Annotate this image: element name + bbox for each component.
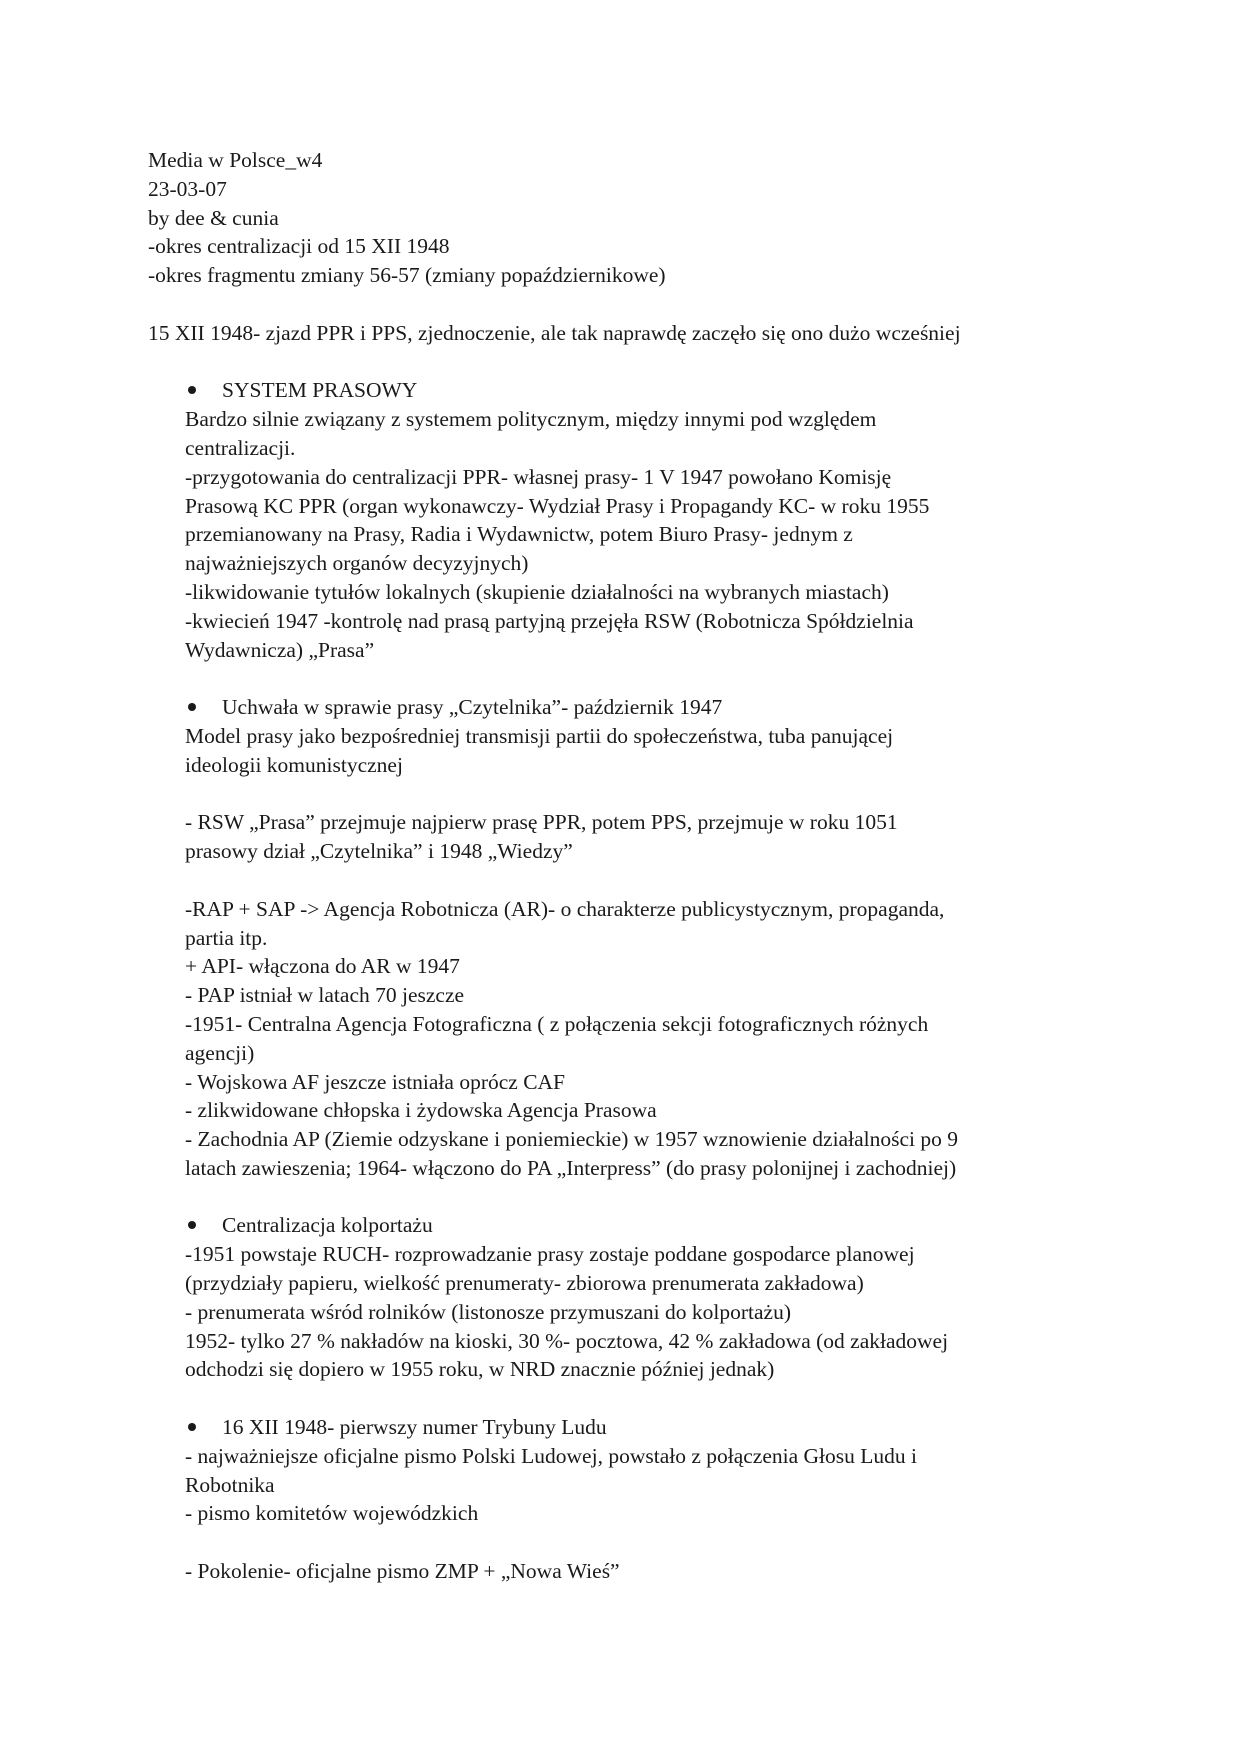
text-line: Bardzo silnie związany z systemem politycznym, między innymi pod względem — [185, 407, 877, 432]
text-line: -1951- Centralna Agencja Fotograficzna ( z połączenia sekcji fotograficznych różnych — [185, 1011, 929, 1036]
section-heading — [148, 693, 1108, 722]
bullet-icon — [188, 1423, 196, 1431]
section-heading-text: Uchwała w sprawie prasy „Czytelnika”- październik 1947 — [222, 695, 723, 720]
header-line: -okres fragmentu zmiany 56-57 (zmiany popaździernikowe) — [148, 263, 666, 288]
text-line: - Pokolenie- oficjalne pismo ZMP + „Nowa Wieś” — [185, 1559, 620, 1584]
text-line: + API- włączona do AR w 1947 — [185, 954, 460, 979]
text-line: -1951 powstaje RUCH- rozprowadzanie prasy zostaje poddane gospodarce planowej — [185, 1242, 915, 1267]
section-system-prasowy — [148, 376, 1108, 664]
text-line: -RAP + SAP -> Agencja Robotnicza (AR)- o charakterze publicystycznym, propaganda, — [185, 896, 945, 921]
section-heading-text: SYSTEM PRASOWY — [222, 378, 418, 403]
section-trybuna-ludu — [148, 1413, 1108, 1586]
text-line: prasowy dział „Czytelnika” i 1948 „Wiedzy” — [185, 839, 573, 864]
text-line: - najważniejsze oficjalne pismo Polski Ludowej, powstało z połączenia Głosu Ludu i — [185, 1443, 918, 1468]
text-line: - PAP istniał w latach 70 jeszcze — [185, 983, 465, 1008]
section-uchwala — [148, 693, 1108, 1183]
document-title: Media w Polsce_w4 — [148, 148, 323, 172]
text-line: -kwiecień 1947 -kontrolę nad prasą partyjną przejęła RSW (Robotnicza Spółdzielnia — [185, 608, 914, 633]
text-line: -przygotowania do centralizacji PPR- własnej prasy- 1 V 1947 powołano Komisję — [185, 464, 892, 489]
section-kolportaz — [148, 1211, 1108, 1384]
bullet-icon — [188, 1221, 196, 1229]
text-line: Robotnika — [185, 1472, 275, 1497]
bullet-icon — [188, 703, 196, 711]
text-line: - Wojskowa AF jeszcze istniała oprócz CAF — [185, 1069, 566, 1094]
text-line: Wydawnicza) „Prasa” — [185, 637, 375, 662]
section-heading — [148, 376, 1108, 405]
text-line: -likwidowanie tytułów lokalnych (skupienie działalności na wybranych miastach) — [185, 579, 889, 604]
text-line: latach zawieszenia; 1964- włączono do PA „Interpress” (do prasy polonijnej i zachodniej) — [185, 1155, 957, 1180]
document-date: 23-03-07 — [148, 176, 227, 201]
section-heading-text: Centralizacja kolportażu — [222, 1213, 433, 1238]
document-header — [148, 146, 1108, 290]
text-line: - Zachodnia AP (Ziemie odzyskane i poniemieckie) w 1957 wznowienie działalności po 9 — [185, 1127, 958, 1152]
text-line: odchodzi się dopiero w 1955 roku, w NRD znacznie później jednak) — [185, 1357, 775, 1382]
text-line: centralizacji. — [185, 435, 296, 460]
text-line: - prenumerata wśród rolników (listonosze przymuszani do kolportażu) — [185, 1299, 792, 1324]
text-line: partia itp. — [185, 925, 268, 950]
document-authors: by dee & cunia — [148, 205, 279, 230]
intro-paragraph: 15 XII 1948- zjazd PPR i PPS, zjednoczenie, ale tak naprawdę zaczęło się ono dużo wcześniej — [148, 320, 961, 345]
text-line: - zlikwidowane chłopska i żydowska Agencja Prasowa — [185, 1098, 657, 1123]
text-line: Prasową KC PPR (organ wykonawczy- Wydział Prasy i Propagandy KC- w roku 1955 — [185, 493, 930, 518]
bullet-icon — [188, 386, 196, 394]
text-line: - pismo komitetów wojewódzkich — [185, 1501, 479, 1526]
section-heading-text: 16 XII 1948- pierwszy numer Trybuny Ludu — [222, 1415, 607, 1440]
header-line: -okres centralizacji od 15 XII 1948 — [148, 234, 450, 259]
section-heading — [148, 1413, 1108, 1442]
text-line: Model prasy jako bezpośredniej transmisji partii do społeczeństwa, tuba panującej — [185, 723, 894, 748]
section-heading — [148, 1211, 1108, 1240]
text-line: (przydziały papieru, wielkość prenumeraty- zbiorowa prenumerata zakładowa) — [185, 1271, 864, 1296]
text-line: ideologii komunistycznej — [185, 752, 403, 777]
text-line: agencji) — [185, 1040, 255, 1065]
text-line: - RSW „Prasa” przejmuje najpierw prasę PPR, potem PPS, przejmuje w roku 1051 — [185, 810, 898, 835]
text-line: najważniejszych organów decyzyjnych) — [185, 551, 529, 576]
text-line: 1952- tylko 27 % nakładów na kioski, 30 %- pocztowa, 42 % zakładowa (od zakładowej — [185, 1328, 949, 1353]
text-line: przemianowany na Prasy, Radia i Wydawnictw, potem Biuro Prasy- jednym z — [185, 522, 853, 547]
document-page — [148, 146, 1108, 1586]
